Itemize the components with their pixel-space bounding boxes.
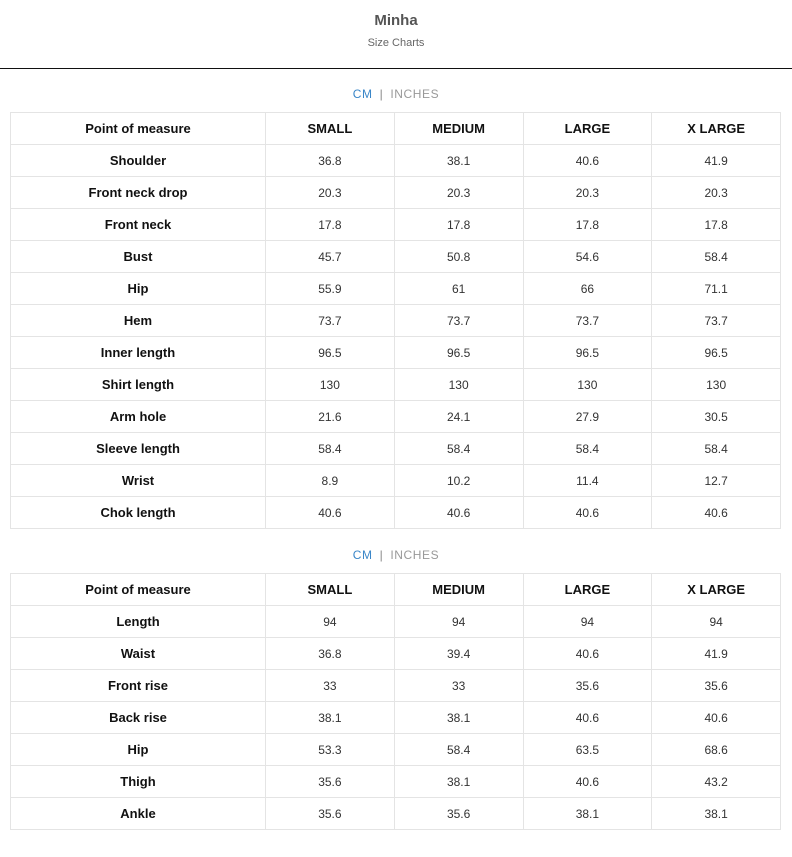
table-row [11, 734, 781, 766]
measure-value: 12.7 [652, 465, 781, 497]
table-row [11, 401, 781, 433]
measure-value: 38.1 [266, 702, 395, 734]
table-row [11, 606, 781, 638]
measure-value: 27.9 [523, 401, 652, 433]
column-header: MEDIUM [394, 574, 523, 606]
measure-value: 94 [266, 606, 395, 638]
measure-value: 94 [394, 606, 523, 638]
measure-value: 94 [523, 606, 652, 638]
measure-label: Inner length [11, 337, 266, 369]
table-row [11, 766, 781, 798]
measure-value: 10.2 [394, 465, 523, 497]
measure-value: 58.4 [394, 433, 523, 465]
measure-value: 73.7 [523, 305, 652, 337]
measure-label: Front neck drop [11, 177, 266, 209]
measure-label: Hem [11, 305, 266, 337]
measure-value: 40.6 [523, 702, 652, 734]
unit-separator: | [379, 87, 384, 101]
measure-label: Front neck [11, 209, 266, 241]
table-row [11, 337, 781, 369]
measure-value: 53.3 [266, 734, 395, 766]
measure-value: 40.6 [652, 497, 781, 529]
measure-value: 33 [266, 670, 395, 702]
measure-label: Shoulder [11, 145, 266, 177]
measure-value: 94 [652, 606, 781, 638]
measure-value: 33 [394, 670, 523, 702]
measure-value: 43.2 [652, 766, 781, 798]
measure-value: 130 [652, 369, 781, 401]
table-row [11, 209, 781, 241]
measure-value: 38.1 [394, 766, 523, 798]
measure-value: 130 [523, 369, 652, 401]
measure-value: 30.5 [652, 401, 781, 433]
unit-toggle-bottom [0, 544, 792, 566]
column-header: SMALL [266, 574, 395, 606]
measure-value: 35.6 [523, 670, 652, 702]
measure-value: 45.7 [266, 241, 395, 273]
measure-label: Front rise [11, 670, 266, 702]
table-body [11, 145, 781, 529]
measure-value: 38.1 [394, 145, 523, 177]
measure-value: 96.5 [523, 337, 652, 369]
measure-label: Hip [11, 734, 266, 766]
measure-value: 20.3 [394, 177, 523, 209]
measure-value: 40.6 [652, 702, 781, 734]
measure-value: 17.8 [523, 209, 652, 241]
measure-value: 36.8 [266, 145, 395, 177]
measure-label: Back rise [11, 702, 266, 734]
table-row [11, 369, 781, 401]
column-header: LARGE [523, 574, 652, 606]
size-chart-bottom [10, 573, 781, 830]
measure-value: 20.3 [523, 177, 652, 209]
column-header: Point of measure [11, 113, 266, 145]
measure-value: 40.6 [266, 497, 395, 529]
unit-inches-button[interactable]: INCHES [390, 548, 440, 562]
measure-value: 40.6 [394, 497, 523, 529]
measure-value: 35.6 [394, 798, 523, 830]
measure-value: 17.8 [652, 209, 781, 241]
table-header-row [11, 574, 781, 606]
measure-label: Hip [11, 273, 266, 305]
measure-value: 55.9 [266, 273, 395, 305]
measure-label: Arm hole [11, 401, 266, 433]
measure-label: Waist [11, 638, 266, 670]
measure-value: 68.6 [652, 734, 781, 766]
table-row [11, 433, 781, 465]
table-row [11, 145, 781, 177]
measure-value: 50.8 [394, 241, 523, 273]
measure-value: 58.4 [652, 433, 781, 465]
measure-value: 11.4 [523, 465, 652, 497]
measure-label: Bust [11, 241, 266, 273]
measure-value: 58.4 [652, 241, 781, 273]
measure-value: 130 [394, 369, 523, 401]
table-row [11, 798, 781, 830]
measure-value: 40.6 [523, 145, 652, 177]
measure-label: Chok length [11, 497, 266, 529]
column-header: SMALL [266, 113, 395, 145]
measure-value: 39.4 [394, 638, 523, 670]
measure-value: 35.6 [266, 766, 395, 798]
product-title: Minha [374, 12, 418, 29]
size-chart-top [10, 112, 781, 529]
table-header-row [11, 113, 781, 145]
measure-value: 38.1 [523, 798, 652, 830]
measure-label: Thigh [11, 766, 266, 798]
measure-value: 58.4 [523, 433, 652, 465]
measure-value: 58.4 [394, 734, 523, 766]
measure-value: 40.6 [523, 638, 652, 670]
measure-value: 58.4 [266, 433, 395, 465]
column-header: MEDIUM [394, 113, 523, 145]
measure-value: 8.9 [266, 465, 395, 497]
measure-value: 20.3 [266, 177, 395, 209]
measure-value: 24.1 [394, 401, 523, 433]
table-row [11, 670, 781, 702]
unit-cm-button[interactable]: CM [352, 87, 373, 101]
measure-value: 40.6 [523, 497, 652, 529]
measure-value: 73.7 [394, 305, 523, 337]
measure-value: 96.5 [394, 337, 523, 369]
column-header: LARGE [523, 113, 652, 145]
measure-value: 71.1 [652, 273, 781, 305]
measure-value: 54.6 [523, 241, 652, 273]
table-row [11, 638, 781, 670]
column-header: X LARGE [652, 574, 781, 606]
page-subtitle: Size Charts [367, 37, 425, 49]
measure-value: 38.1 [652, 798, 781, 830]
measure-value: 41.9 [652, 638, 781, 670]
measure-value: 73.7 [266, 305, 395, 337]
measure-value: 41.9 [652, 145, 781, 177]
table-row [11, 465, 781, 497]
unit-separator: | [379, 548, 384, 562]
measure-value: 21.6 [266, 401, 395, 433]
unit-cm-button[interactable]: CM [352, 548, 373, 562]
measure-value: 17.8 [266, 209, 395, 241]
table-body [11, 606, 781, 830]
unit-toggle-top [0, 83, 792, 105]
measure-value: 38.1 [394, 702, 523, 734]
table-row [11, 241, 781, 273]
measure-value: 61 [394, 273, 523, 305]
measure-value: 73.7 [652, 305, 781, 337]
measure-value: 96.5 [652, 337, 781, 369]
measure-value: 20.3 [652, 177, 781, 209]
table-row [11, 702, 781, 734]
measure-label: Ankle [11, 798, 266, 830]
table-row [11, 177, 781, 209]
measure-value: 66 [523, 273, 652, 305]
unit-inches-button[interactable]: INCHES [390, 87, 440, 101]
measure-value: 40.6 [523, 766, 652, 798]
table-row [11, 273, 781, 305]
table-row [11, 497, 781, 529]
measure-value: 35.6 [266, 798, 395, 830]
measure-value: 36.8 [266, 638, 395, 670]
measure-value: 63.5 [523, 734, 652, 766]
column-header: X LARGE [652, 113, 781, 145]
measure-value: 96.5 [266, 337, 395, 369]
column-header: Point of measure [11, 574, 266, 606]
measure-label: Sleeve length [11, 433, 266, 465]
measure-label: Length [11, 606, 266, 638]
measure-value: 17.8 [394, 209, 523, 241]
measure-label: Wrist [11, 465, 266, 497]
table-row [11, 305, 781, 337]
measure-value: 35.6 [652, 670, 781, 702]
measure-value: 130 [266, 369, 395, 401]
measure-label: Shirt length [11, 369, 266, 401]
page-header [0, 0, 792, 69]
